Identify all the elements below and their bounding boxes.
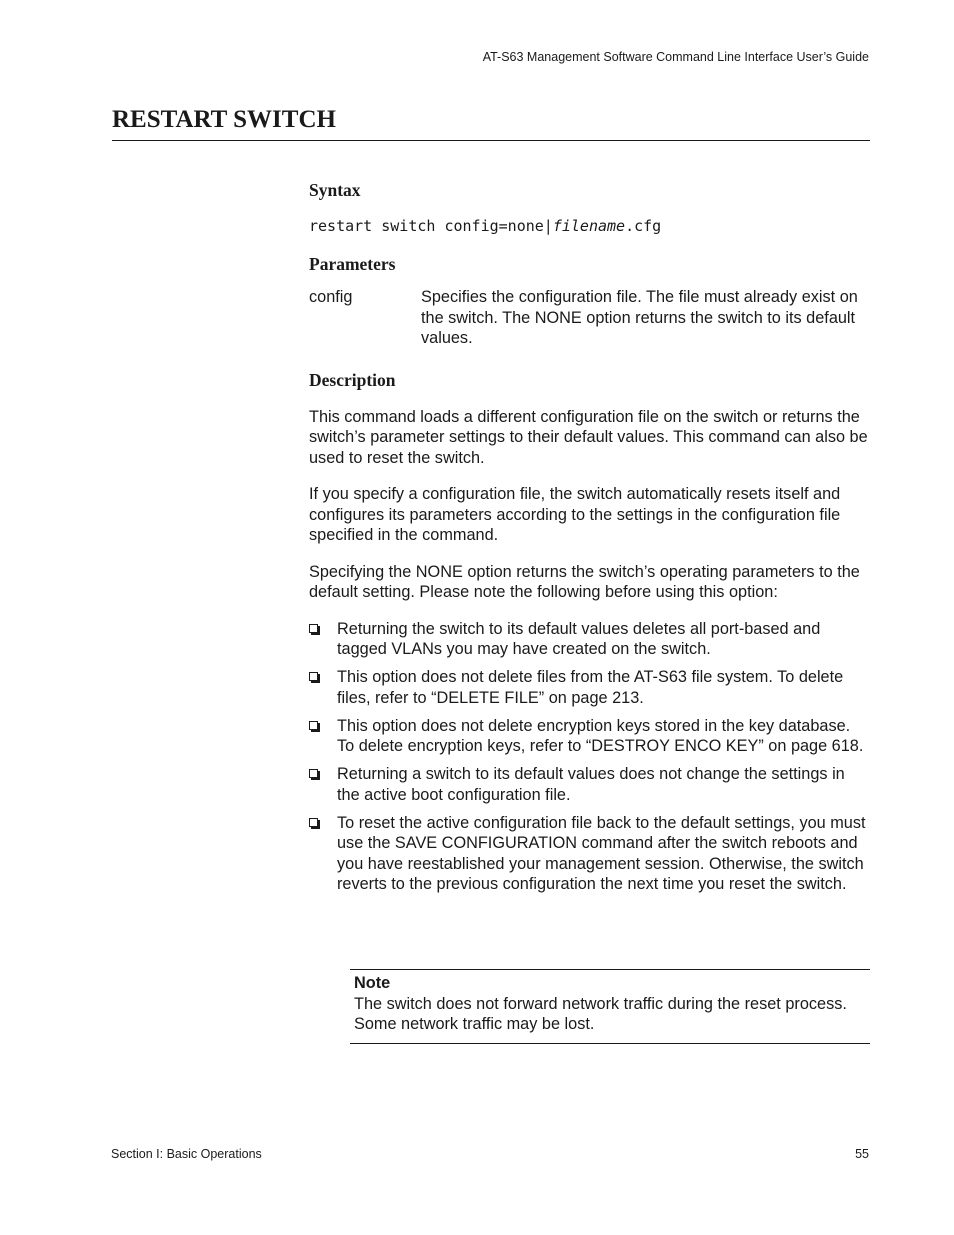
page-title: RESTART SWITCH — [112, 106, 336, 133]
parameters-heading: Parameters — [309, 254, 396, 274]
syntax-command — [309, 216, 871, 236]
description-heading: Description — [309, 369, 396, 390]
running-header: AT-S63 Management Software Command Line Interface User’s Guide — [482, 50, 869, 64]
page-number: 55 — [855, 1147, 869, 1161]
note-box — [350, 969, 870, 1044]
note-text: The switch does not forward network traffic during the reset process. Some network traffic may be lost. — [354, 994, 847, 1033]
parameter-description: Specifies the configuration file. The file must already exist on the switch. The NONE option returns the switch to its default values. — [421, 288, 858, 347]
syntax-command-placeholder: filename — [552, 217, 626, 235]
main-content — [309, 179, 871, 902]
checkbox-bullet-icon — [309, 818, 318, 827]
list-item-text: Returning the switch to its default values deletes all port-based and tagged VLANs you may have created on the switch. — [337, 619, 821, 658]
note-title: Note — [354, 974, 391, 992]
syntax-command-suffix: .cfg — [625, 217, 662, 235]
footer-section: Section I: Basic Operations — [111, 1147, 262, 1161]
description-paragraph: Specifying the NONE option returns the switch’s operating parameters to the default setting. Please note the following before using this option: — [309, 562, 860, 601]
list-item-text: This option does not delete encryption keys stored in the key database. To delete encryption keys, refer to “DESTROY ENCO KEY” on page 618. — [337, 716, 864, 755]
checkbox-bullet-icon — [309, 769, 318, 778]
checkbox-bullet-icon — [309, 624, 318, 633]
list-item — [309, 764, 871, 805]
description-paragraph: This command loads a different configuration file on the switch or returns the switch’s parameter settings to their default values. This command can also be used to reset the switch. — [309, 407, 868, 467]
notes-list — [309, 619, 871, 895]
list-item — [309, 619, 871, 660]
list-item — [309, 813, 871, 895]
list-item — [309, 667, 871, 708]
syntax-command-prefix: restart switch config=none| — [309, 217, 553, 235]
description-paragraph: If you specify a configuration file, the switch automatically resets itself and configures its parameters according to the settings in the configuration file specified in the command. — [309, 485, 841, 544]
list-item-text: This option does not delete files from the AT-S63 file system. To delete files, refer to “DELETE FILE” on page 213. — [337, 668, 844, 707]
parameter-row — [309, 287, 871, 349]
checkbox-bullet-icon — [309, 672, 318, 681]
title-divider — [112, 140, 870, 141]
syntax-heading: Syntax — [309, 180, 361, 200]
checkbox-bullet-icon — [309, 721, 318, 730]
parameter-name: config — [309, 288, 353, 306]
list-item — [309, 716, 871, 757]
list-item-text: To reset the active configuration file back to the default settings, you must use the SAVE CONFIGURATION command after the switch reboots and you have reestablished your management session. Otherwise, the switch reverts to the previous configuration the next time you reset the switch. — [337, 813, 866, 893]
list-item-text: Returning a switch to its default values does not change the settings in the active boot configuration file. — [337, 765, 845, 804]
